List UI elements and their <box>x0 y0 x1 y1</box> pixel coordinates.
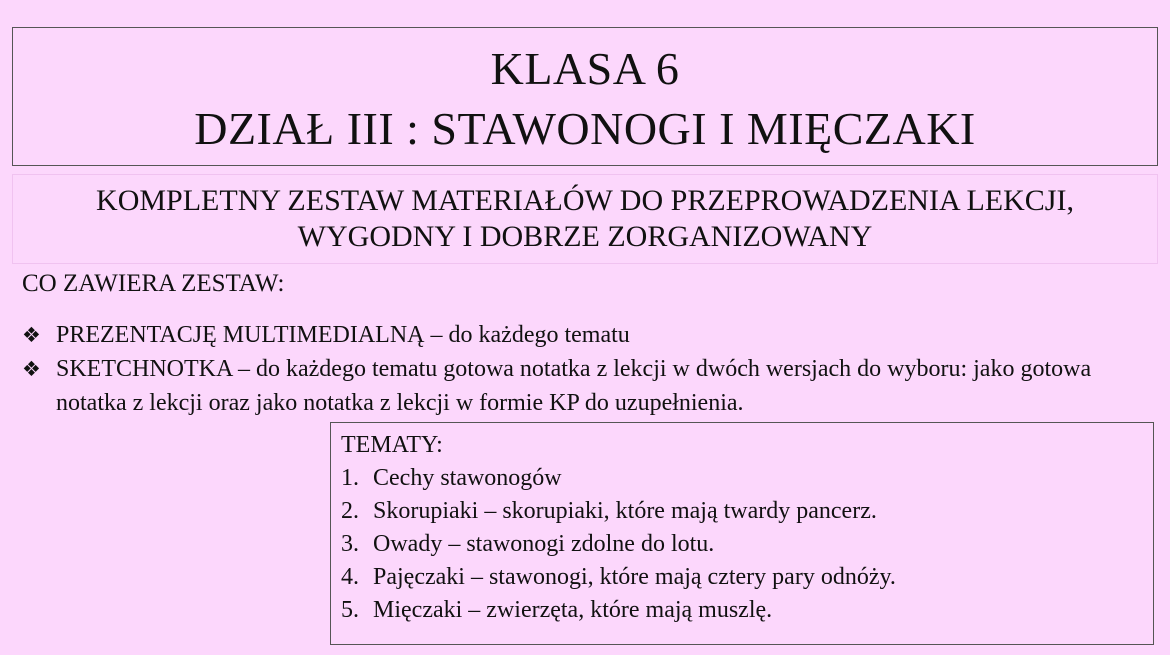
subtitle-box <box>12 174 1158 264</box>
topic-text: Cechy stawonogów <box>373 465 562 491</box>
topic-text: Skorupiaki – skorupiaki, które mają twardy pancerz. <box>373 498 877 524</box>
subtitle-line-2: WYGODNY I DOBRZE ZORGANIZOWANY <box>297 220 873 253</box>
topic-item <box>341 594 1153 627</box>
topic-text: Owady – stawonogi zdolne do lotu. <box>373 531 715 557</box>
topic-number: 5. <box>341 597 359 623</box>
title-box <box>12 27 1158 166</box>
topic-item <box>341 462 1153 495</box>
contents-list <box>22 318 1152 420</box>
contents-item-text: SKETCHNOTKA – do każdego tematu gotowa notatka z lekcji w dwóch wersjach do wyboru: jako gotowa notatka z lekcji oraz jako notatka z lekcji w formie KP do uzupełnienia. <box>56 356 1092 416</box>
topic-item <box>341 561 1153 594</box>
diamond-bullet-icon: ❖ <box>22 357 41 381</box>
contents-item-text: PREZENTACJĘ MULTIMEDIALNĄ – do każdego tematu <box>56 322 630 348</box>
topics-box <box>330 422 1154 645</box>
topics-list <box>341 462 1153 627</box>
topic-number: 4. <box>341 564 359 590</box>
subtitle-line-1: KOMPLETNY ZESTAW MATERIAŁÓW DO PRZEPROWADZENIA LEKCJI, <box>96 184 1074 217</box>
topic-number: 3. <box>341 531 359 557</box>
topic-item <box>341 495 1153 528</box>
diamond-bullet-icon: ❖ <box>22 323 41 347</box>
page-title-class: KLASA 6 <box>490 43 680 94</box>
topic-text: Pajęczaki – stawonogi, które mają cztery pary odnóży. <box>373 564 896 590</box>
contents-item-sketchnote <box>22 352 1152 420</box>
topic-item <box>341 528 1153 561</box>
topic-number: 2. <box>341 498 359 524</box>
page-title-chapter: DZIAŁ III : STAWONOGI I MIĘCZAKI <box>194 103 976 154</box>
contents-item-presentation <box>22 318 1152 352</box>
topics-heading: TEMATY: <box>341 432 443 458</box>
topic-number: 1. <box>341 465 359 491</box>
contents-heading: CO ZAWIERA ZESTAW: <box>22 270 285 297</box>
topic-text: Mięczaki – zwierzęta, które mają muszlę. <box>373 597 773 623</box>
